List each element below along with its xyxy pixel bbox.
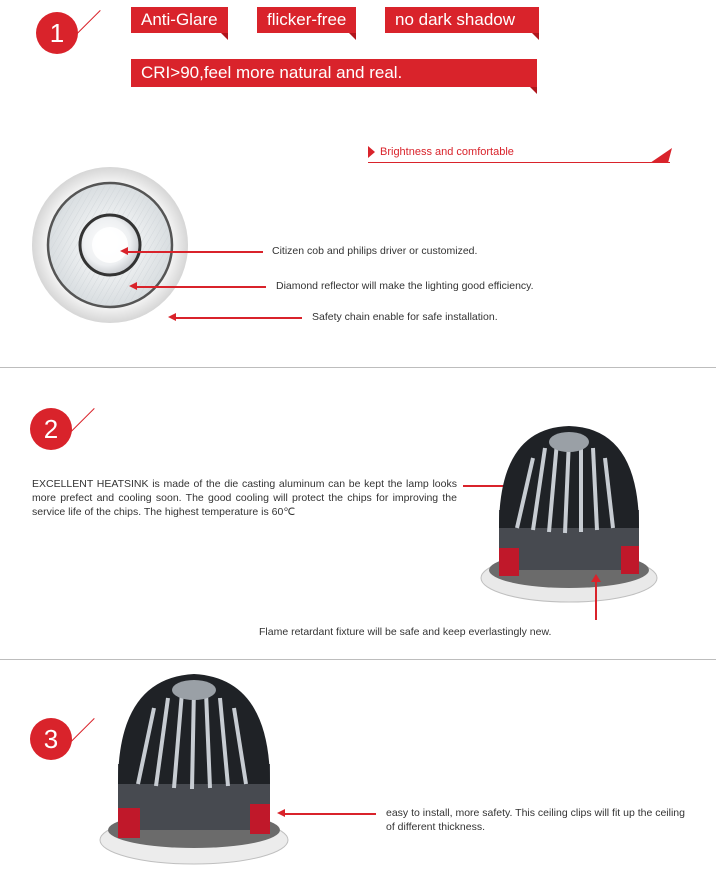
ceiling-clip-lamp-image [96,668,292,868]
fixture-pointer-arrowhead [591,574,601,582]
section-3-number: 3 [30,718,72,760]
section-divider-2 [0,659,716,660]
tag-anti-glare: Anti-Glare [131,7,228,33]
flame-retardant-caption: Flame retardant fixture will be safe and keep everlastingly new. [259,626,552,638]
callout-arrow-cob [127,251,263,253]
subheading-wedge-decoration [650,148,672,164]
heatsink-paragraph: EXCELLENT HEATSINK is made of the die casting aluminum can be kept the lamp looks more prefect and cooling soon. The good cooling will protect the chips for improving the service life of the chips. The highest temperature is 60℃ [32,478,457,518]
subheading-underline [368,162,670,163]
subheading-brightness: Brightness and comfortable [380,146,514,158]
section-divider-1 [0,367,716,368]
callout-reflector: Diamond reflector will make the lighting good efficiency. [276,280,534,292]
callout-cob: Citizen cob and philips driver or customized. [272,245,478,257]
subheading-play-icon [368,146,375,158]
callout-arrow-safety-chain [175,317,302,319]
cri-banner: CRI>90,feel more natural and real. [131,59,537,87]
tag-no-dark-shadow: no dark shadow [385,7,539,33]
ceiling-clip-paragraph: easy to install, more safety. This ceiling clips will fit up the ceiling of different thickness. [386,807,685,833]
fixture-pointer-line [595,580,597,620]
heatsink-lamp-image [477,418,663,610]
section-2-number: 2 [30,408,72,450]
section-1-number: 1 [36,12,78,54]
tag-flicker-free: flicker-free [257,7,356,33]
callout-arrow-reflector [136,286,266,288]
callout-safety-chain: Safety chain enable for safe installation. [312,311,498,323]
ceiling-clip-pointer-arrow [284,813,376,815]
downlight-front-image [30,165,190,325]
